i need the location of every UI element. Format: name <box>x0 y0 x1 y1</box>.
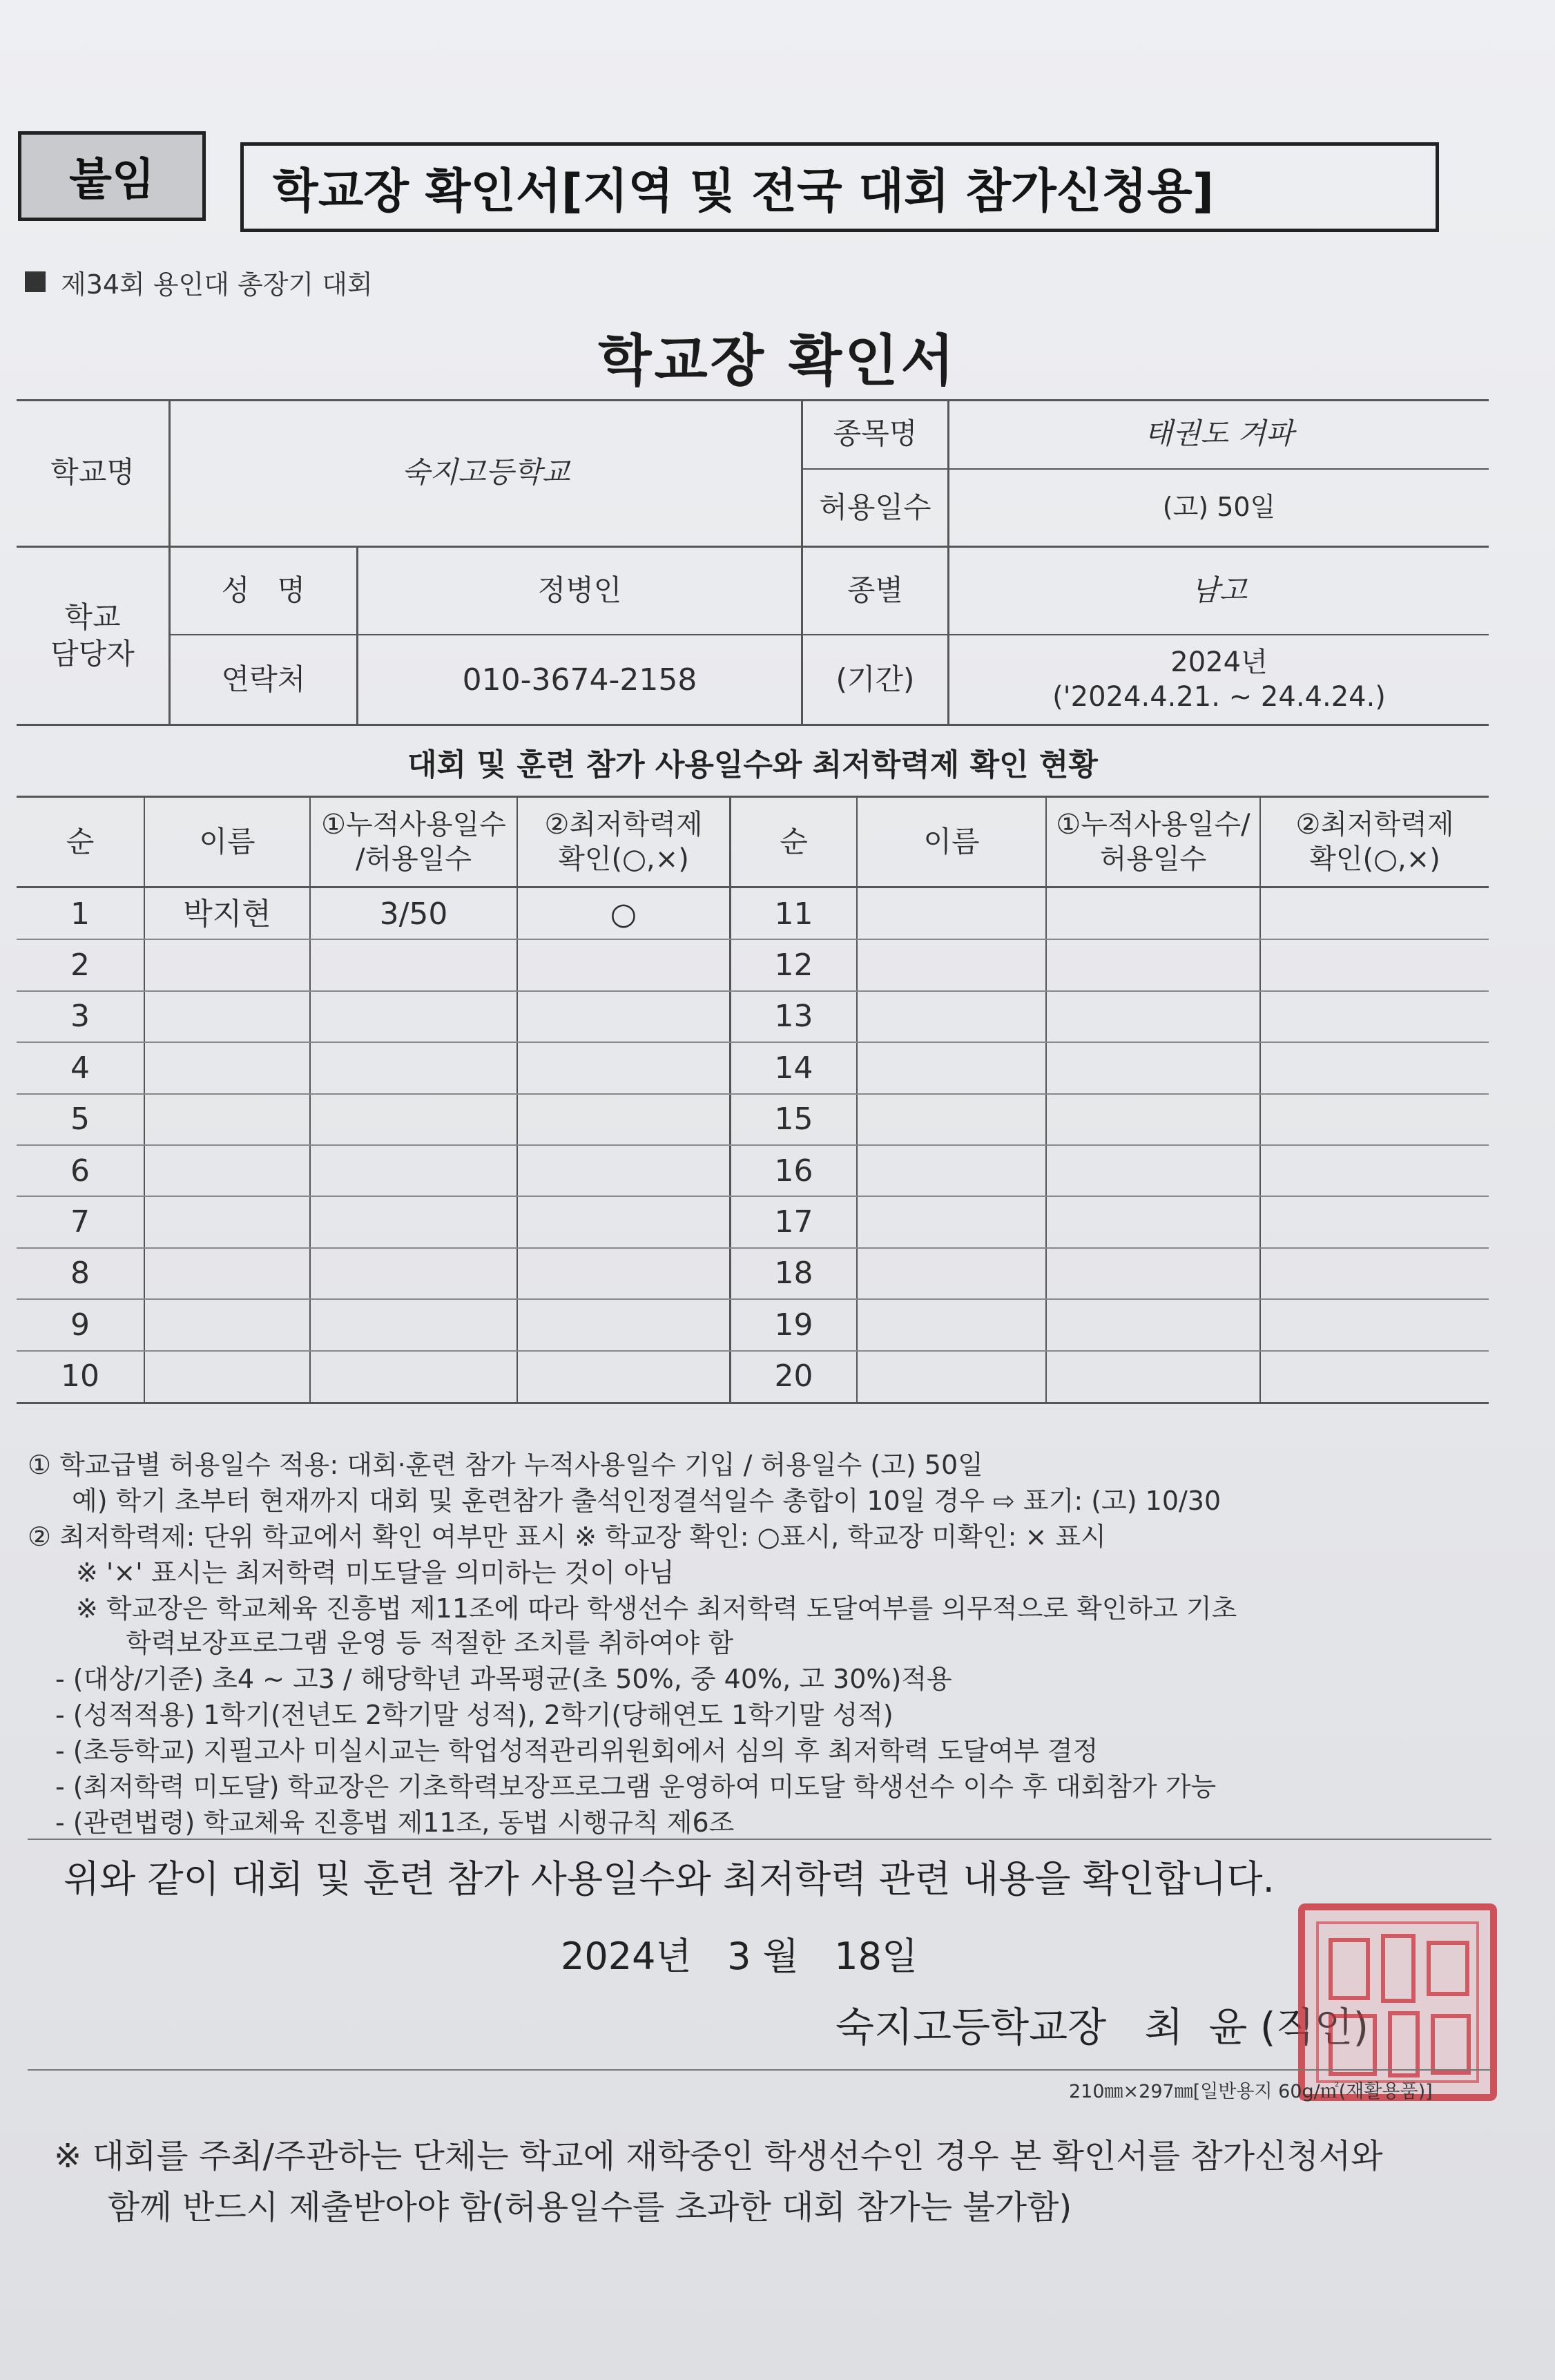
sport-value: 태권도 겨파 <box>1144 416 1294 450</box>
left-row-8-check <box>518 1248 729 1299</box>
left-row-7-no: 7 <box>70 1205 90 1240</box>
left-row-7-check <box>518 1196 729 1247</box>
note-elementary: - (초등학교) 지필고사 미실시교는 학업성적관리위원회에서 심의 후 최저학력 도달여부 결정 <box>55 1736 1099 1766</box>
left-row-5-no: 5 <box>70 1102 90 1138</box>
right-row-3-days <box>1047 991 1259 1042</box>
contact-label: 연락처 <box>221 662 306 696</box>
footer-line-2: 함께 반드시 제출받아야 함(허용일수를 초과한 대회 참가는 불가함) <box>108 2188 1072 2227</box>
manager-label: 학교 담당자 <box>50 600 135 671</box>
right-row-1-check <box>1261 888 1489 939</box>
left-row-2-days <box>311 939 516 990</box>
header-days: ①누적사용일수 /허용일수 <box>321 809 506 875</box>
left-row-9-no: 9 <box>70 1307 90 1343</box>
sport-label: 종목명 <box>833 416 918 450</box>
attach-label: 붙임 <box>18 131 206 221</box>
left-row-6-check <box>518 1145 729 1196</box>
left-row-1-no: 1 <box>70 896 90 932</box>
left-row-3-name <box>145 991 309 1042</box>
period-year: 2024년 <box>1170 646 1268 678</box>
right-row-6-name <box>858 1145 1045 1196</box>
signer-line: 숙지고등학교장 최 윤 (직인) <box>836 2004 1369 2051</box>
left-row-3-days <box>311 991 516 1042</box>
left-row-6-no: 6 <box>70 1153 90 1189</box>
left-row-2-no: 2 <box>70 948 90 983</box>
note-target: - (대상/기준) 초4 ~ 고3 / 해당학년 과목평균(초 50%, 중 40%, 고 30%)적용 <box>55 1664 952 1694</box>
header-check: ②최저학력제 확인(○,×) <box>544 809 703 875</box>
left-row-8-days <box>311 1248 516 1299</box>
left-row-8-no: 8 <box>70 1256 90 1292</box>
left-row-2-check <box>518 939 729 990</box>
right-row-2-days <box>1047 939 1259 990</box>
status-section-title: 대회 및 훈련 참가 사용일수와 최저학력제 확인 현황 <box>407 747 1098 783</box>
left-row-10-name <box>145 1351 309 1402</box>
event-name: 제34회 용인대 총장기 대회 <box>61 269 373 300</box>
right-row-4-days <box>1047 1042 1259 1093</box>
school-seal-stamp <box>1298 1903 1497 2101</box>
header-no: 순 <box>66 824 95 858</box>
right-row-10-no: 20 <box>774 1359 813 1394</box>
footer-line-1: ※ 대회를 주최/주관하는 단체는 학교에 재학중인 학생선수인 경우 본 확인서를 참가신청서와 <box>54 2137 1383 2176</box>
left-row-5-days <box>311 1094 516 1145</box>
right-row-1-days <box>1047 888 1259 939</box>
right-row-10-check <box>1261 1351 1489 1402</box>
left-row-3-check <box>518 991 729 1042</box>
right-row-7-name <box>858 1196 1045 1247</box>
right-row-8-days <box>1047 1248 1259 1299</box>
note-law: - (관련법령) 학교체육 진흥법 제11조, 동법 시행규칙 제6조 <box>55 1807 735 1838</box>
header-days-right: ①누적사용일수/ 허용일수 <box>1056 809 1250 875</box>
right-row-7-check <box>1261 1196 1489 1247</box>
right-row-6-check <box>1261 1145 1489 1196</box>
left-row-5-check <box>518 1094 729 1145</box>
header-name-right: 이름 <box>923 824 980 858</box>
left-row-4-name <box>145 1042 309 1093</box>
note-1-example: 예) 학기 초부터 현재까지 대회 및 훈련참가 출석인정결석일수 총합이 10일 경우 ⇨ 표기: (고) 10/30 <box>72 1486 1221 1516</box>
right-row-6-days <box>1047 1145 1259 1196</box>
left-row-10-check <box>518 1351 729 1402</box>
note-grades: - (성적적용) 1학기(전년도 2학기말 성적), 2학기(당해연도 1학기말 성적) <box>55 1700 894 1730</box>
confirmation-date: 2024년 3 월 18일 <box>561 1935 918 1978</box>
left-row-7-name <box>145 1196 309 1247</box>
name-label: 성 명 <box>221 573 306 608</box>
period-label: (기간) <box>836 662 915 696</box>
allowed-days-value: (고) 50일 <box>1162 492 1276 523</box>
left-row-5-name <box>145 1094 309 1145</box>
header-no-right: 순 <box>780 824 808 858</box>
left-row-4-days <box>311 1042 516 1093</box>
right-row-8-name <box>858 1248 1045 1299</box>
right-row-4-check <box>1261 1042 1489 1093</box>
right-row-2-name <box>858 939 1045 990</box>
right-row-1-name <box>858 888 1045 939</box>
right-row-7-no: 17 <box>774 1205 813 1240</box>
note-principal-cont: 학력보장프로그램 운영 등 적절한 조치를 취하여야 함 <box>126 1628 734 1658</box>
left-row-4-check <box>518 1042 729 1093</box>
left-row-10-no: 10 <box>61 1359 99 1394</box>
school-label: 학교명 <box>50 454 135 489</box>
school-value: 숙지고등학교 <box>401 454 570 489</box>
right-row-9-no: 19 <box>774 1307 813 1343</box>
allowed-days-label: 허용일수 <box>819 490 931 524</box>
header-name: 이름 <box>199 824 255 858</box>
right-row-10-days <box>1047 1351 1259 1402</box>
confirmation-statement: 위와 같이 대회 및 훈련 참가 사용일수와 최저학력 관련 내용을 확인합니다. <box>64 1857 1275 1901</box>
form-title: 학교장 확인서[지역 및 전국 대회 참가신청용] <box>240 142 1439 232</box>
footer-note <box>54 2131 1383 2234</box>
note-1: ① 학교급별 허용일수 적용: 대회·훈련 참가 누적사용일수 기입 / 허용일수 (고) 50일 <box>28 1450 983 1480</box>
period-range: ('2024.4.21. ~ 24.4.24.) <box>1052 681 1386 713</box>
left-row-3-no: 3 <box>70 999 90 1035</box>
left-row-9-name <box>145 1299 309 1350</box>
left-row-1-days: 3/50 <box>379 896 448 932</box>
right-row-8-check <box>1261 1248 1489 1299</box>
right-row-3-check <box>1261 991 1489 1042</box>
paper-spec: 210㎜×297㎜[일반용지 60g/㎡(재활용품)] <box>1069 2081 1433 2102</box>
right-row-5-check <box>1261 1094 1489 1145</box>
right-row-2-no: 12 <box>774 948 813 983</box>
left-row-8-name <box>145 1248 309 1299</box>
manager-name: 정병인 <box>537 573 622 608</box>
gender-label: 종별 <box>847 573 904 608</box>
left-row-1-check: ○ <box>610 896 637 932</box>
header-check-right: ②최저학력제 확인(○,×) <box>1295 809 1454 875</box>
left-row-9-check <box>518 1299 729 1350</box>
right-row-1-no: 11 <box>774 896 813 932</box>
left-row-9-days <box>311 1299 516 1350</box>
right-row-9-check <box>1261 1299 1489 1350</box>
right-row-7-days <box>1047 1196 1259 1247</box>
right-row-5-name <box>858 1094 1045 1145</box>
right-row-5-days <box>1047 1094 1259 1145</box>
left-row-7-days <box>311 1196 516 1247</box>
right-row-9-name <box>858 1299 1045 1350</box>
left-row-6-name <box>145 1145 309 1196</box>
event-line <box>25 262 373 301</box>
note-2-remark: ※ '×' 표시는 최저학력 미도달을 의미하는 것이 아님 <box>76 1557 675 1588</box>
note-below-min: - (최저학력 미도달) 학교장은 기초학력보장프로그램 운영하여 미도달 학생선수 이수 후 대회참가 가능 <box>55 1772 1217 1802</box>
gender-value: 남고 <box>1190 573 1248 608</box>
right-row-9-days <box>1047 1299 1259 1350</box>
right-row-2-check <box>1261 939 1489 990</box>
left-row-10-days <box>311 1351 516 1402</box>
right-row-3-no: 13 <box>774 999 813 1035</box>
right-row-4-no: 14 <box>774 1050 813 1086</box>
period-value <box>949 635 1489 724</box>
right-row-10-name <box>858 1351 1045 1402</box>
right-row-6-no: 16 <box>774 1153 813 1189</box>
left-row-4-no: 4 <box>70 1050 90 1086</box>
note-2: ② 최저학력제: 단위 학교에서 확인 여부만 표시 ※ 학교장 확인: ○표시, 학교장 미확인: × 표시 <box>28 1522 1106 1552</box>
right-row-5-no: 15 <box>774 1102 813 1138</box>
left-row-2-name <box>145 939 309 990</box>
right-row-3-name <box>858 991 1045 1042</box>
bullet-square-icon <box>25 271 46 292</box>
left-row-1-name: 박지현 <box>183 896 271 932</box>
right-row-4-name <box>858 1042 1045 1093</box>
document-title: 학교장 확인서 <box>598 329 957 393</box>
right-row-8-no: 18 <box>774 1256 813 1292</box>
contact-value: 010-3674-2158 <box>462 662 697 698</box>
left-row-6-days <box>311 1145 516 1196</box>
note-principal: ※ 학교장은 학교체육 진흥법 제11조에 따라 학생선수 최저학력 도달여부를 의무적으로 확인하고 기초 <box>76 1593 1237 1624</box>
